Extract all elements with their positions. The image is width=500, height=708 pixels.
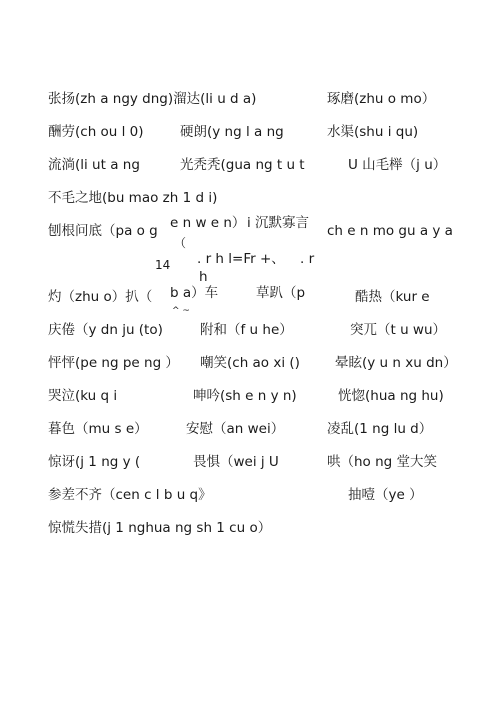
vocab-line-9b: 嘲笑(ch ao xi () <box>200 355 300 371</box>
vocab-line-10c: 恍惚(hua ng hu) <box>338 388 444 404</box>
vocab-line-5a: 刨根问底（pa o g <box>48 223 158 239</box>
vocab-line-8b: 附和（f u he） <box>200 322 293 338</box>
vocab-line-3c: U 山毛榉（j u） <box>348 157 447 173</box>
garbled-line-c: h <box>199 269 208 285</box>
vocab-line-7d: 酷热（kur e <box>355 289 430 305</box>
vocab-line-4a: 不毛之地(bu mao zh 1 d i) <box>48 190 218 206</box>
garbled-line-b: . r <box>300 251 315 267</box>
page-number: 14 <box>155 258 171 272</box>
vocab-line-12b: 畏惧（wei j U <box>193 454 279 470</box>
vocab-line-8c: 突兀（t u wu） <box>350 322 447 338</box>
vocab-line-10b: 呻吟(sh e n y n) <box>193 388 297 404</box>
vocab-line-5e: ch e n mo gu a y a <box>327 223 453 239</box>
vocab-line-3b: 光秃秃(gua ng t u t <box>180 157 305 173</box>
vocab-line-5c: i 沉默寡言 <box>247 215 310 231</box>
vocab-line-7a: 灼（zhu o）扒（ <box>48 289 153 305</box>
vocab-line-5d: （ <box>174 236 187 250</box>
vocab-line-7e: ^ ~ <box>172 306 190 316</box>
vocab-line-11c: 凌乱(1 ng lu d） <box>327 421 433 437</box>
vocab-line-10a: 哭泣(ku q i <box>48 388 118 404</box>
vocab-line-13a: 参差不齐（cen c l b u q》 <box>48 487 212 503</box>
vocab-line-11a: 暮色（mu s e） <box>48 421 148 437</box>
vocab-line-2a: 酬劳(ch ou l 0) <box>48 124 144 140</box>
vocab-line-7c: 草趴（p <box>256 285 306 301</box>
vocab-line-2b: 硬朗(y ng l a ng <box>180 124 284 140</box>
vocab-line-12a: 惊讶(j 1 ng y ( <box>48 454 141 470</box>
vocab-line-13b: 抽噎（ye ） <box>348 487 423 503</box>
vocab-line-14a: 惊慌失措(j 1 nghua ng sh 1 cu o） <box>48 520 272 536</box>
vocab-line-1b: 琢磨(zhu o mo） <box>327 91 436 107</box>
vocab-line-8a: 庆倦（y dn ju (to) <box>48 322 163 338</box>
vocab-line-1a: 张扬(zh a ngy dng)溜达(li u d a) <box>48 91 257 107</box>
vocab-line-2c: 水渠(shu i qu) <box>327 124 419 140</box>
vocab-line-11b: 安慰（an wei） <box>186 421 285 437</box>
vocab-line-3a: 流淌(li ut a ng <box>48 157 140 173</box>
vocab-line-9a: 怦怦(pe ng pe ng ） <box>48 355 179 371</box>
vocab-line-12c: 哄（ho ng 堂大笑 <box>327 454 438 470</box>
garbled-line-a: . r h l=Fr +、 <box>197 251 285 267</box>
vocab-line-9c: 晕眩(y u n xu dn） <box>335 355 457 371</box>
vocab-line-5b: e n w e n） <box>170 215 246 231</box>
vocab-line-7b: b a）车 <box>170 285 219 301</box>
